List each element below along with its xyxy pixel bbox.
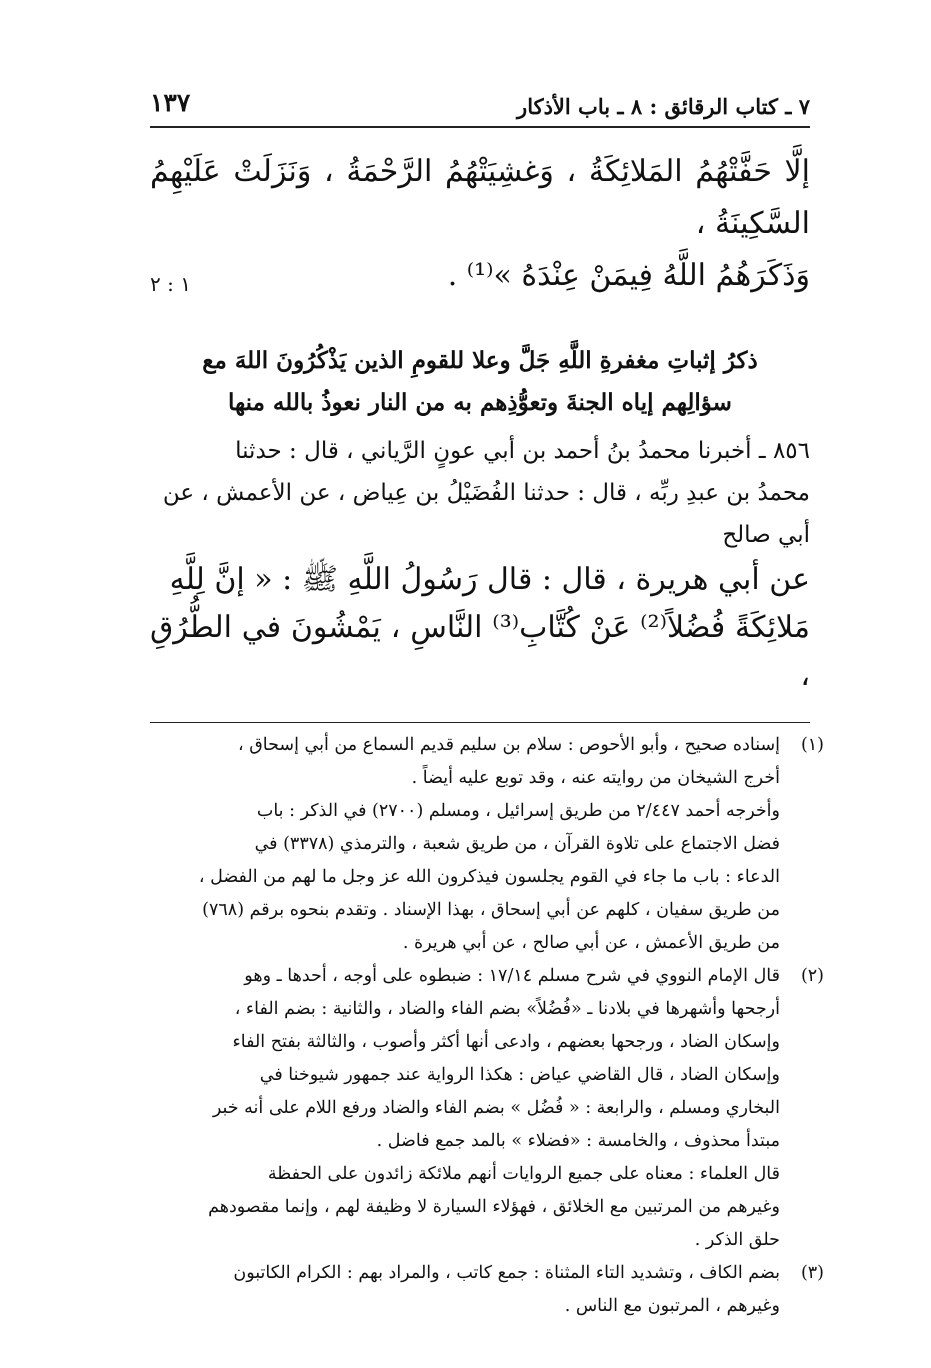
footnote-line: مبتدأ محذوف ، والخامسة : «فضلاء » بالمد جمع فاضل . <box>376 1131 780 1151</box>
isnad-line: محمدُ بن عبدِ ربِّه ، قال : حدثنا الفُضَيْلُ بن عِياض ، عن الأعمش ، عن <box>162 480 810 506</box>
footnote-line: وغيرهم من المرتبين مع الخلائق ، فهؤلاء السيارة لا وظيفة لهم ، وإنما مقصودهم <box>208 1197 780 1217</box>
verse-reference: ١ : ٢ <box>150 272 191 296</box>
footnote-1 <box>150 729 824 960</box>
page-header <box>150 88 810 128</box>
footnote-number: (١) <box>800 735 824 755</box>
footnote-3 <box>150 1257 824 1323</box>
footnote-2 <box>150 960 824 1257</box>
chapter-title-line: ذكرُ إثباتِ مغفرةِ اللَّهِ جَلَّ وعلا للقومِ الذين يَذْكُرُونَ اللهَ مع <box>202 347 758 374</box>
footnote-line: قال الإمام النووي في شرح مسلم ١٧/١٤ : ضبطوه على أوجه ، أحدها ـ وهو <box>244 966 780 986</box>
footnote-line: وإسكان الضاد ، قال القاضي عياض : هكذا الرواية عند جمهور شيوخنا في <box>259 1065 780 1085</box>
footnote-line: إسناده صحيح ، وأبو الأحوص : سلام بن سليم قديم السماع من أبي إسحاق ، <box>237 735 780 755</box>
footnote-line: وأخرجه أحمد ٢/٤٤٧ من طريق إسرائيل ، ومسلم (٢٧٠٠) في الذكر : باب <box>256 801 780 821</box>
footnote-number: (٣) <box>800 1263 824 1283</box>
matn-line: عن أبي هريرة ، قال : قال رَسُولُ اللَّهِ ﷺ : « إنَّ لِلَّهِ <box>169 562 810 597</box>
footnote-line: فضل الاجتماع على تلاوة القرآن ، من طريق شعبة ، والترمذي (٣٣٧٨) في <box>254 834 780 854</box>
hadith-text <box>150 430 810 700</box>
footnote-line: أرجحها وأشهرها في بلادنا ـ «فُضُلاً» بضم الفاء والضاد ، والثانية : بضم الفاء ، <box>234 999 780 1019</box>
running-title: ٧ ـ كتاب الرقائق : ٨ ـ باب الأذكار <box>517 94 810 119</box>
chapter-title <box>150 340 810 424</box>
footnote-line: من طريق سفيان ، كلهم عن أبي إسحاق ، بهذا الإسناد . وتقدم بنحوه برقم (٧٦٨) <box>202 900 780 920</box>
hadith-end-line: وَذَكَرَهُمُ اللَّهُ فِيمَنْ عِنْدَهُ »⁽¹⁾ . <box>447 258 810 293</box>
isnad-line: أبي صالح <box>722 522 810 548</box>
chapter-title-line: سؤالِهم إياه الجنةَ وتعوُّذِهم به من النار نعوذُ بالله منها <box>228 389 732 416</box>
page-number: ١٣٧ <box>150 88 191 117</box>
isnad-line: ٨٥٦ ـ أخبرنا محمدُ بنُ أحمد بن أبي عونٍ الرَّياني ، قال : حدثنا <box>235 438 810 464</box>
footnote-line: الدعاء : باب ما جاء في القوم يجلسون فيذكرون الله عز وجل ما لهم من الفضل ، <box>198 867 780 887</box>
footnotes <box>150 729 824 1323</box>
footnote-number: (٢) <box>800 966 824 986</box>
matn-line: مَلائِكَةً فُضُلاً⁽²⁾ عَنْ كُتَّابِ⁽³⁾ النَّاسِ ، يَمْشُونَ في الطُّرُقِ ، <box>150 610 810 693</box>
footnote-line: قال العلماء : معناه على جميع الروايات أنهم ملائكة زائدون على الحفظة <box>267 1164 780 1184</box>
footnote-line: أخرج الشيخان من روايته عنه ، وقد توبع عليه أيضاً . <box>411 768 780 788</box>
hadith-end-line: إلَّا حَفَّتْهُمُ المَلائِكَةُ ، وَغشِيَتْهُمُ الرَّحْمَةُ ، وَنَزَلَتْ عَلَيْهِمُ السَّكِينَةُ ، <box>150 154 810 241</box>
footnote-line: وإسكان الضاد ، ورجحها بعضهم ، وادعى أنها أكثر وأصوب ، والثالثة بفتح الفاء <box>232 1032 780 1052</box>
footnote-line: حلق الذكر . <box>694 1230 780 1250</box>
footnote-line: البخاري ومسلم ، والرابعة : « فُضُل » بضم الفاء والضاد ورفع اللام على أنه خبر <box>212 1098 780 1118</box>
footnote-line: من طريق الأعمش ، عن أبي صالح ، عن أبي هريرة . <box>402 933 780 953</box>
footnote-separator <box>150 722 810 723</box>
document-page <box>150 88 824 1323</box>
footnote-line: بضم الكاف ، وتشديد التاء المثناة : جمع كاتب ، والمراد بهم : الكرام الكاتبون <box>233 1263 780 1283</box>
footnote-line: وغيرهم ، المرتبون مع الناس . <box>564 1296 780 1316</box>
hadith-continuation <box>150 146 810 302</box>
